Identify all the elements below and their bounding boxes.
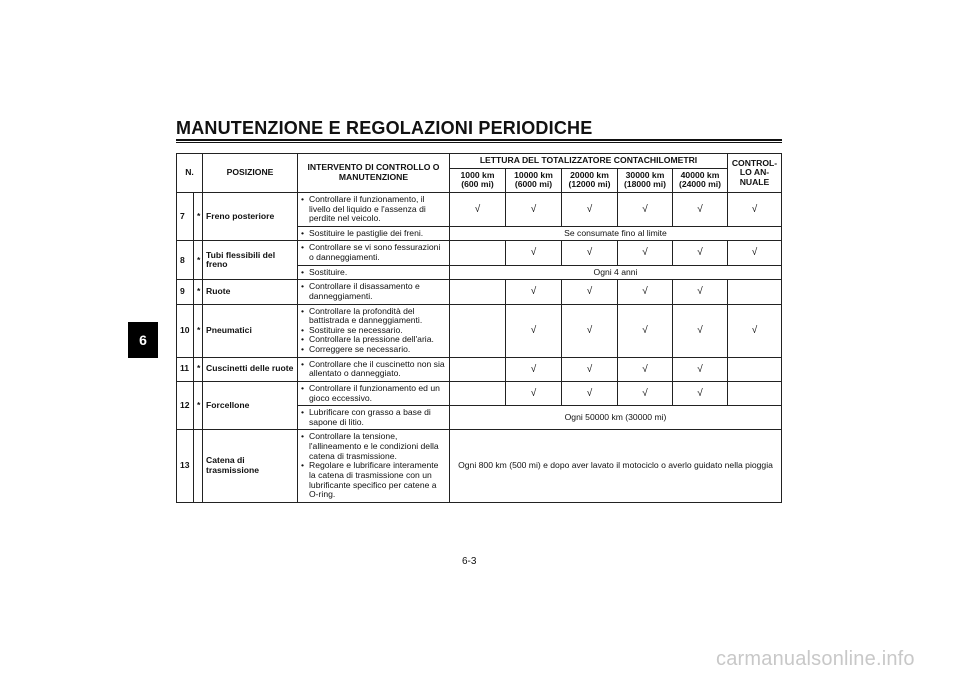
check-cell [673, 381, 728, 405]
check-cell [728, 381, 782, 405]
action-list [301, 195, 446, 224]
check-cell [673, 304, 728, 357]
action-item: • Controllare il funzionamento ed un gioco eccessivo. [301, 384, 446, 403]
item-star: * [194, 304, 203, 357]
item-actions [298, 381, 450, 405]
table-row [177, 357, 782, 381]
item-position: Catena di trasmissione [203, 430, 298, 502]
header-number: N. [177, 154, 203, 193]
table-row [177, 304, 782, 357]
check-cell [728, 241, 782, 265]
item-actions [298, 304, 450, 357]
header-annual-check: CONTROL- LO AN- NUALE [728, 154, 782, 193]
check-cell [562, 304, 618, 357]
action-list [301, 229, 446, 239]
check-mark: √ [697, 203, 703, 215]
action-list [301, 360, 446, 379]
item-actions [298, 280, 450, 304]
header-intervention: INTERVENTO DI CONTROLLO O MANUTENZIONE [298, 154, 450, 193]
check-cell [562, 192, 618, 226]
action-list [301, 268, 446, 278]
check-cell [506, 241, 562, 265]
check-cell [506, 357, 562, 381]
check-cell [728, 192, 782, 226]
item-star: * [194, 241, 203, 280]
check-mark: √ [530, 203, 537, 215]
check-mark: √ [530, 324, 537, 336]
item-star: * [194, 357, 203, 381]
item-actions [298, 192, 450, 226]
check-cell [728, 304, 782, 357]
check-mark: √ [751, 324, 758, 336]
header-row [177, 154, 782, 169]
action-item: • Controllare se vi sono fessurazioni o danneggiamenti. [301, 243, 446, 262]
interval-note: Ogni 50000 km (30000 mi) [450, 406, 782, 430]
header-position: POSIZIONE [203, 154, 298, 193]
item-position: Forcellone [203, 381, 298, 430]
check-cell [618, 357, 673, 381]
check-cell [506, 381, 562, 405]
action-item: • Controllare la profondità del battistrada e danneggiamenti. [301, 307, 446, 326]
item-actions [298, 430, 450, 502]
check-mark: √ [642, 363, 648, 375]
item-actions [298, 265, 450, 280]
table-row [177, 381, 782, 405]
item-actions [298, 406, 450, 430]
item-number: 12 [177, 381, 194, 430]
check-cell [506, 304, 562, 357]
table-row [177, 241, 782, 265]
action-list [301, 408, 446, 427]
check-cell [728, 280, 782, 304]
check-mark: √ [586, 324, 593, 336]
header-km-0: 1000 km (600 mi) [450, 168, 506, 192]
check-cell [673, 357, 728, 381]
item-star [194, 430, 203, 502]
action-item: • Sostituire se necessario. [301, 326, 446, 336]
check-mark: √ [697, 324, 703, 336]
header-km-3: 30000 km (18000 mi) [618, 168, 673, 192]
check-cell [562, 241, 618, 265]
chapter-tab: 6 [128, 322, 158, 358]
check-cell [618, 192, 673, 226]
item-position: Ruote [203, 280, 298, 304]
page-number: 6-3 [462, 556, 477, 567]
check-mark: √ [530, 247, 537, 259]
check-cell [618, 381, 673, 405]
check-cell [450, 304, 506, 357]
check-cell [673, 280, 728, 304]
check-mark: √ [697, 247, 703, 259]
check-cell [506, 192, 562, 226]
item-number: 7 [177, 192, 194, 241]
check-mark: √ [697, 363, 703, 375]
item-actions [298, 226, 450, 241]
table-row [177, 192, 782, 226]
check-mark: √ [697, 387, 703, 399]
check-mark: √ [751, 247, 758, 259]
action-list [301, 432, 446, 499]
check-mark: √ [474, 203, 481, 215]
check-mark: √ [586, 247, 593, 259]
check-cell [673, 192, 728, 226]
check-cell [673, 241, 728, 265]
watermark: carmanualsonline.info [716, 648, 915, 670]
action-list [301, 282, 446, 301]
check-mark: √ [642, 324, 648, 336]
action-item: • Sostituire. [301, 268, 446, 278]
interval-note: Ogni 800 km (500 mi) e dopo aver lavato il motociclo o averlo guidato nella pioggia [450, 430, 782, 502]
check-mark: √ [642, 286, 648, 298]
check-mark: √ [586, 363, 593, 375]
check-mark: √ [530, 363, 537, 375]
header-km-4: 40000 km (24000 mi) [673, 168, 728, 192]
action-item: • Controllare il funzionamento, il livello del liquido e l'assenza di perdite nel veicolo. [301, 195, 446, 224]
action-item: • Controllare che il cuscinetto non sia allentato o danneggiato. [301, 360, 446, 379]
check-cell [562, 381, 618, 405]
item-actions [298, 241, 450, 265]
interval-note: Ogni 4 anni [450, 265, 782, 280]
check-cell [618, 304, 673, 357]
action-item: • Lubrificare con grasso a base di sapone di litio. [301, 408, 446, 427]
item-star: * [194, 280, 203, 304]
check-cell [450, 381, 506, 405]
check-cell [450, 357, 506, 381]
item-position: Tubi flessibili del freno [203, 241, 298, 280]
action-list [301, 384, 446, 403]
check-mark: √ [586, 387, 593, 399]
check-mark: √ [586, 286, 593, 298]
action-item: • Sostituire le pastiglie dei freni. [301, 229, 446, 239]
check-mark: √ [642, 387, 648, 399]
title-rule [176, 139, 782, 143]
check-cell [618, 241, 673, 265]
check-cell [450, 192, 506, 226]
item-number: 10 [177, 304, 194, 357]
interval-note: Se consumate fino al limite [450, 226, 782, 241]
action-item: • Controllare la tensione, l'allineamento e le condizioni della catena di trasmissione. [301, 432, 446, 461]
item-number: 11 [177, 357, 194, 381]
table-row [177, 430, 782, 502]
check-mark: √ [642, 247, 648, 259]
action-item: • Controllare la pressione dell'aria. [301, 335, 446, 345]
check-mark: √ [530, 286, 537, 298]
item-actions [298, 357, 450, 381]
check-mark: √ [530, 387, 537, 399]
table-row [177, 280, 782, 304]
check-cell [562, 357, 618, 381]
item-star: * [194, 192, 203, 241]
check-mark: √ [642, 203, 648, 215]
check-cell [506, 280, 562, 304]
check-cell [618, 280, 673, 304]
item-number: 9 [177, 280, 194, 304]
check-cell [450, 280, 506, 304]
header-odometer: LETTURA DEL TOTALIZZATORE CONTACHILOMETRI [450, 154, 728, 169]
maintenance-table [176, 153, 782, 503]
check-mark: √ [586, 203, 593, 215]
action-list [301, 243, 446, 262]
action-item: • Controllare il disassamento e danneggiamenti. [301, 282, 446, 301]
check-cell [728, 357, 782, 381]
item-position: Freno posteriore [203, 192, 298, 241]
check-mark: √ [751, 203, 758, 215]
header-km-1: 10000 km (6000 mi) [506, 168, 562, 192]
page-title: MANUTENZIONE E REGOLAZIONI PERIODICHE [176, 118, 593, 138]
check-mark: √ [697, 286, 703, 298]
check-cell [450, 241, 506, 265]
item-number: 8 [177, 241, 194, 280]
header-km-2: 20000 km (12000 mi) [562, 168, 618, 192]
item-position: Pneumatici [203, 304, 298, 357]
item-number: 13 [177, 430, 194, 502]
action-item: • Correggere se necessario. [301, 345, 446, 355]
action-list [301, 307, 446, 355]
item-star: * [194, 381, 203, 430]
action-item: • Regolare e lubrificare interamente la catena di trasmissione con un lubrificante specifico per catene a O-ring. [301, 461, 446, 500]
check-cell [562, 280, 618, 304]
item-position: Cuscinetti delle ruote [203, 357, 298, 381]
